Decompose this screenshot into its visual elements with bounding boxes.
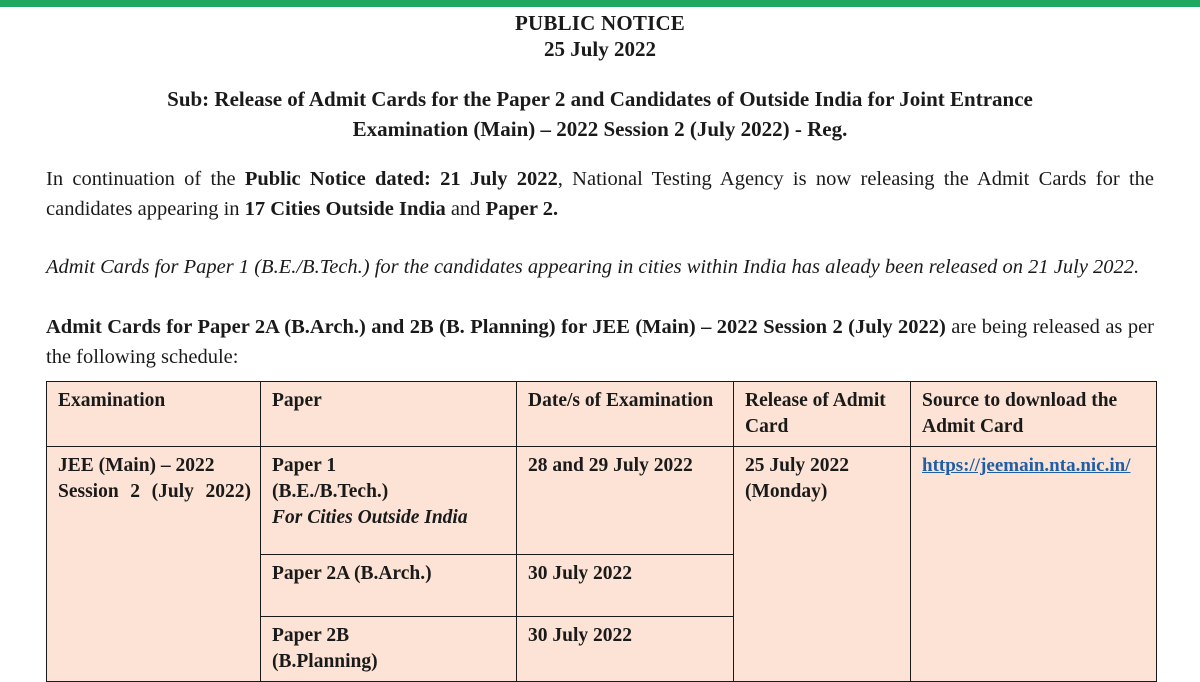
column-header-source: Source to download the Admit Card (911, 382, 1157, 447)
paragraph-schedule-intro (46, 312, 1154, 372)
top-accent-bar (0, 0, 1200, 7)
paper1-italic-note: For Cities Outside India (272, 507, 468, 528)
notice-date: 25 July 2022 (543, 37, 656, 61)
para1-bold-notice-date: Public Notice dated: 21 July 2022 (244, 168, 558, 190)
cell-release-date: 25 July 2022 (Monday) (734, 447, 911, 682)
admit-card-download-link[interactable]: https://jeemain.nta.nic.in/ (922, 455, 1131, 476)
subject-line-1: Sub: Release of Admit Cards for the Paper 2 and Candidates of Outside India for Joint Entrance (167, 87, 1033, 111)
column-header-examination: Examination (47, 382, 261, 447)
page-title: PUBLIC NOTICE (514, 11, 686, 35)
para1-text-3: and (445, 198, 486, 220)
subject-line (36, 84, 1164, 144)
cell-paper-1 (261, 447, 517, 555)
cell-dates-paper-2b: 30 July 2022 (517, 617, 734, 682)
para1-bold-cities: 17 Cities Outside India (244, 198, 446, 220)
paper1-line-1: Paper 1 (272, 455, 337, 476)
cell-paper-2a: Paper 2A (B.Arch.) (261, 555, 517, 617)
paragraph-paper1-note: Admit Cards for Paper 1 (B.E./B.Tech.) for the candidates appearing in cities within India has aleady been released on 21 July 2022. (46, 256, 1140, 278)
paragraph-continuation (46, 164, 1154, 224)
para3-rest: are being released as per the following schedule: (46, 316, 1155, 368)
column-header-dates: Date/s of Examination (517, 382, 734, 447)
cell-paper-2b (261, 617, 517, 682)
schedule-table (46, 381, 1157, 682)
table-header-row (47, 382, 1157, 447)
paper2b-line-1: Paper 2B (272, 625, 350, 646)
cell-dates-paper-2a: 30 July 2022 (517, 555, 734, 617)
cell-source (911, 447, 1157, 682)
subject-line-2: Examination (Main) – 2022 Session 2 (July 2022) - Reg. (352, 117, 848, 141)
table-row (47, 447, 1157, 555)
paper1-line-2: (B.E./B.Tech.) (272, 481, 389, 502)
para1-text-2: , National Testing Agency is now releasing the Admit Cards for the candidates appearing in (46, 168, 1154, 220)
para3-bold-lead: Admit Cards for Paper 2A (B.Arch.) and 2B (B. Planning) for JEE (Main) – 2022 Session 2 (July 2022) (46, 316, 946, 338)
column-header-release: Release of Admit Card (734, 382, 911, 447)
cell-examination: JEE (Main) – 2022 Session 2 (July 2022) (47, 447, 261, 682)
cell-dates-paper-1: 28 and 29 July 2022 (517, 447, 734, 555)
para1-bold-paper2: Paper 2. (485, 198, 559, 220)
paper2b-line-2: (B.Planning) (272, 651, 378, 672)
para1-text-1: In continuation of the (46, 168, 245, 190)
column-header-paper: Paper (261, 382, 517, 447)
document-content (0, 7, 1200, 372)
schedule-table-wrapper (46, 381, 1156, 682)
